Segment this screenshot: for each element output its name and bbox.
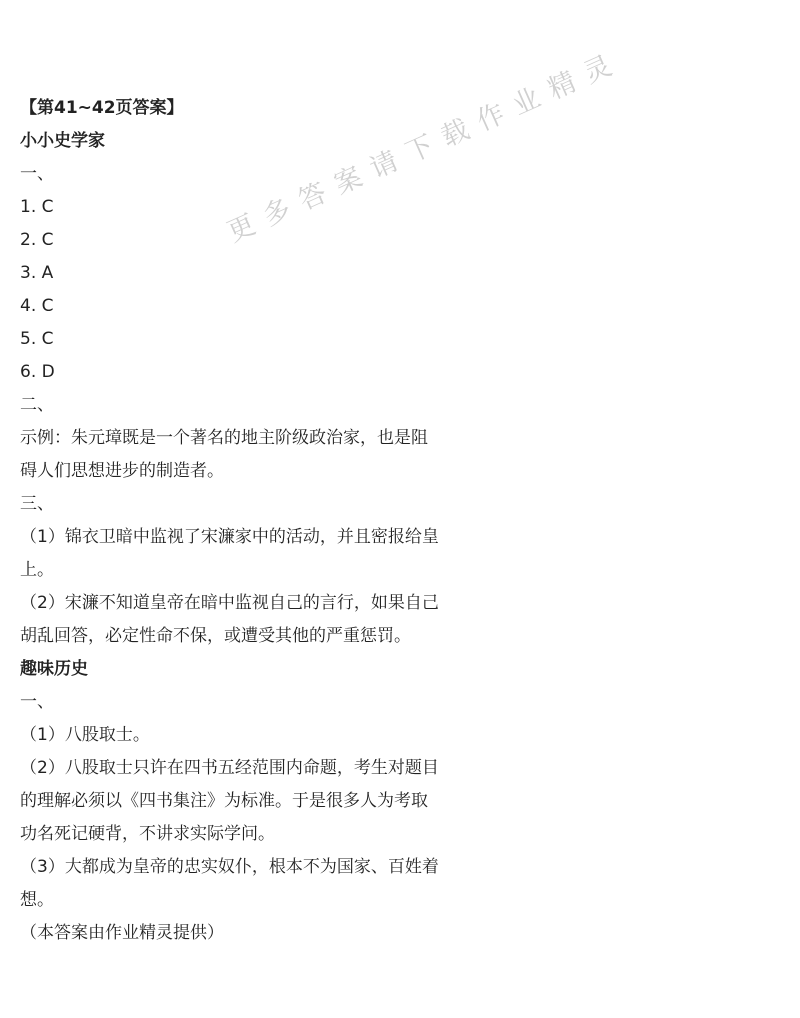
answer-line: 想。 <box>20 890 54 910</box>
answer-line: 3. A <box>20 263 54 283</box>
answer-line: （本答案由作业精灵提供） <box>20 923 224 943</box>
section-heading: 小小史学家 <box>20 131 105 151</box>
section-heading: 趣味历史 <box>20 659 88 679</box>
section-heading: 【第41~42页答案】 <box>20 98 184 118</box>
answer-line: 碍人们思想进步的制造者。 <box>20 461 224 481</box>
answer-line: 2. C <box>20 230 54 250</box>
answer-line: 5. C <box>20 329 54 349</box>
answer-line: 示例：朱元璋既是一个著名的地主阶级政治家，也是阻 <box>20 428 428 448</box>
answer-line: 6. D <box>20 362 55 382</box>
answer-line: 上。 <box>20 560 54 580</box>
answer-line: （1）八股取士。 <box>20 725 150 745</box>
answer-line: 一、 <box>20 164 54 184</box>
answer-line: 4. C <box>20 296 54 316</box>
answer-line: 三、 <box>20 494 54 514</box>
answer-line: （2）八股取士只许在四书五经范围内命题，考生对题目 <box>20 758 439 778</box>
answer-line: （1）锦衣卫暗中监视了宋濂家中的活动，并且密报给皇 <box>20 527 439 547</box>
watermark: 更多答案请下载作业精灵 <box>222 45 628 249</box>
answer-line: 1. C <box>20 197 54 217</box>
answer-line: 功名死记硬背，不讲求实际学问。 <box>20 824 275 844</box>
answer-line: （3）大都成为皇帝的忠实奴仆，根本不为国家、百姓着 <box>20 857 439 877</box>
answer-line: 的理解必须以《四书集注》为标准。于是很多人为考取 <box>20 791 428 811</box>
answer-line: 二、 <box>20 395 54 415</box>
answer-line: 胡乱回答，必定性命不保，或遭受其他的严重惩罚。 <box>20 626 411 646</box>
answer-line: 一、 <box>20 692 54 712</box>
answer-document <box>20 92 490 950</box>
answer-line: （2）宋濂不知道皇帝在暗中监视自己的言行，如果自己 <box>20 593 439 613</box>
